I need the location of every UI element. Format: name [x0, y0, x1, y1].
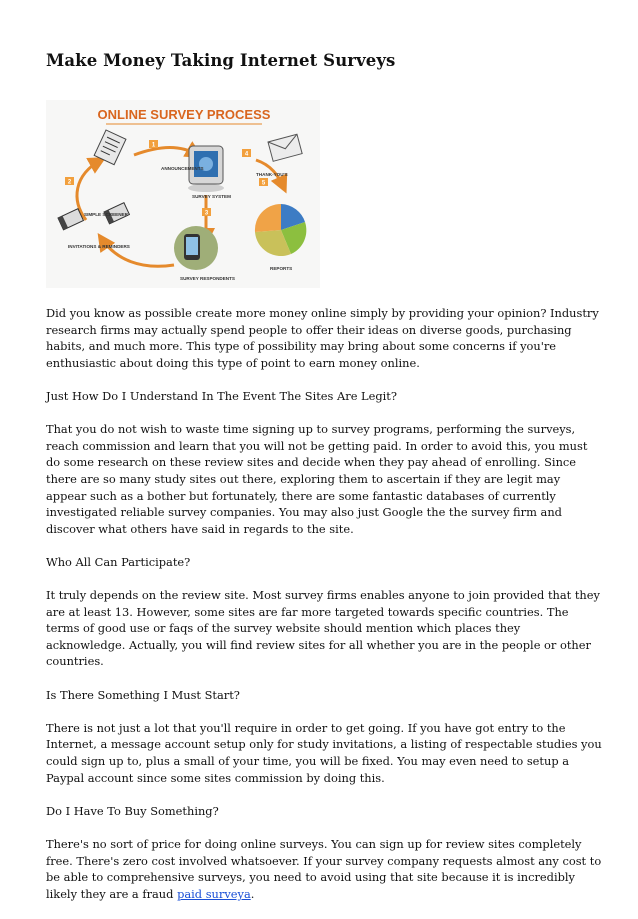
cycle-arrow-left [77, 160, 101, 220]
step-label-1: 1 [151, 142, 156, 149]
label-invitations: INVITATIONS & REMINDERS [68, 244, 130, 249]
respondent-icon [174, 226, 218, 270]
heading-start: Is There Something I Must Start? [46, 687, 240, 702]
step-label-4: 4 [244, 151, 249, 158]
step-label-2: 2 [67, 179, 72, 186]
step-label-3: 3 [204, 210, 209, 217]
label-announcements: ANNOUNCEMENTS [161, 166, 204, 171]
page-title: Make Money Taking Internet Surveys [46, 51, 396, 70]
cycle-arrow-top [134, 148, 198, 156]
paragraph-buy [46, 836, 602, 902]
diagram-banner: ONLINE SURVEY PROCESS [97, 107, 271, 122]
label-thank-yous: THANK-YOU'S [256, 172, 288, 177]
label-survey-respondents: SURVEY RESPONDENTS [180, 276, 235, 281]
paragraph-start: There is not just a lot that you'll require in order to get going. If you have got entry to the Internet, a message account setup only for study invitations, a listing of respectable studies you could sign up to, plus a small of your time, you will be fixed. You may even need to setup a Paypal account since some sites commission by doing this. [46, 720, 602, 785]
paid-surveys-link[interactable]: paid surveya [177, 886, 251, 901]
paragraph-legit: That you do not wish to waste time signing up to survey programs, performing the surveys, reach commission and learn that you will not be getting paid. In order to avoid this, you must do some research on these review sites and decide when they pay ahead of enrolling. Since there are so many study sites out there, exploring them to ascertain if they are legit may appear such as a bother but fortunately, there are some fantastic databases of currently investigated reliable survey companies. You may also just Google the the survey firm and discover what others have said in regards to the site. [46, 422, 588, 536]
paragraph-buy-text: There's no sort of price for doing online surveys. You can sign up for review sites completely free. There's zero cost involved whatsoever. If your survey company requests almost any cost to be able to comprehensive surveys, you need to avoid using that site because it is incredibly likely they are a fraud [46, 837, 602, 901]
envelope-icon [268, 134, 302, 161]
survey-process-figure [46, 100, 320, 288]
invitation-envelope-icon [58, 209, 83, 230]
document-page [46, 50, 602, 901]
label-survey-system: SURVEY SYSTEM [192, 194, 231, 199]
paragraph-intro: Did you know as possible create more money online simply by providing your opinion? Industry research firms may actually spend people to offer their ideas on diverse goods, purchasing habits, and much more. This type of possibility may bring about some concerns if you're enthusiastic about doing this type of point to earn money online. [46, 306, 599, 370]
heading-legit: Just How Do I Understand In The Event The Sites Are Legit? [46, 388, 397, 403]
article-body [46, 305, 602, 919]
paragraph-participate: It truly depends on the review site. Most survey firms enables anyone to join provided that they are at least 13. However, some sites are far more targeted towards specific countries. The terms of good use or faqs of the survey website should mention which places they acknowledge. Actually, you will find review sites for all whether you are in the people or other countries. [46, 588, 600, 669]
label-reports: REPORTS [270, 266, 293, 271]
paragraph-buy-suffix: . [250, 886, 255, 901]
cycle-arrow-bottom [101, 238, 174, 266]
step-label-5: 5 [261, 180, 266, 187]
heading-participate: Who All Can Participate? [46, 554, 191, 569]
survey-process-diagram [46, 100, 320, 288]
pie-chart-icon [255, 204, 306, 256]
label-simple-screener: SIMPLE SCREENER [84, 212, 128, 217]
heading-buy: Do I Have To Buy Something? [46, 803, 219, 818]
